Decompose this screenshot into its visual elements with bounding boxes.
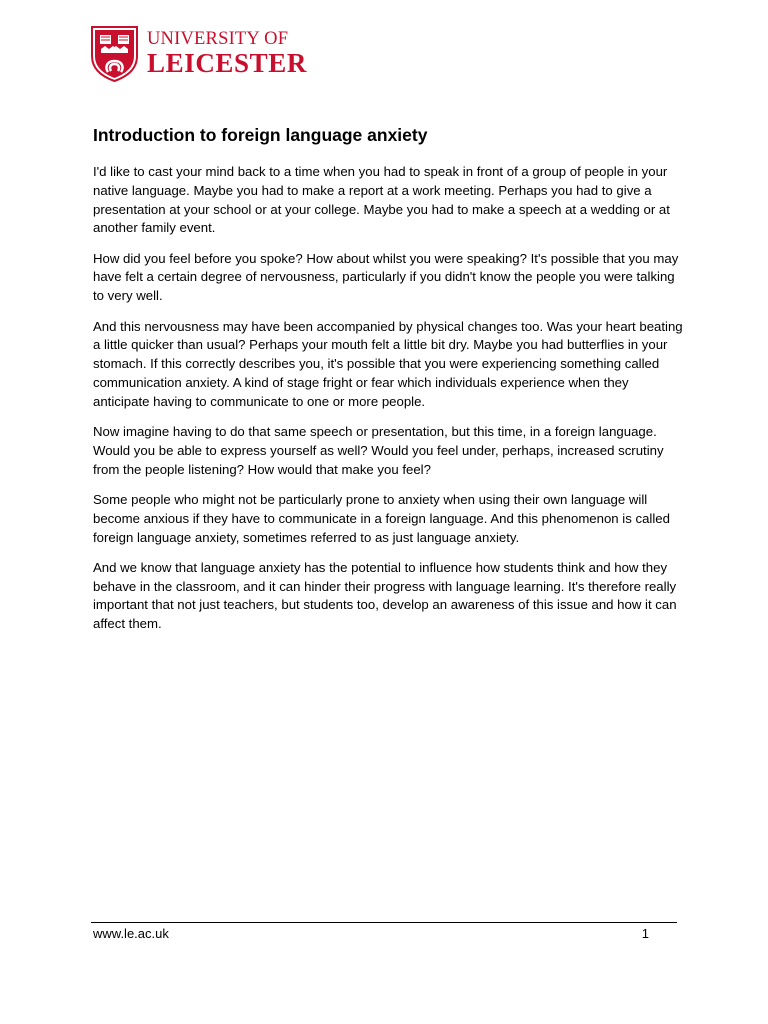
paragraph: I'd like to cast your mind back to a time when you had to speak in front of a group of people in your native language. Maybe you had to make a report at a work meeting. Perhaps you had to give a presentation at your school or at your college. Maybe you had to make a speech at a wedding or at another family event.	[93, 164, 670, 236]
paragraph: And this nervousness may have been accompanied by physical changes too. Was your heart beating a little quicker than usual? Perhaps your mouth felt a little bit dry. Maybe you had butterflies in your stomach. If this correctly describes you, it's possible that you were experiencing something called communication anxiety. A kind of stage fright or fear which individuals experience when they anticipate having to communicate to one or more people.	[93, 318, 683, 409]
footer-divider	[91, 922, 677, 923]
logo-university-of: UNIVERSITY OF	[147, 29, 289, 49]
university-crest-icon	[91, 26, 138, 82]
paragraph: How did you feel before you spoke? How about whilst you were speaking? It's possible that you may have felt a certain degree of nervousness, particularly if you didn't know the people you were talking to very well.	[93, 250, 679, 304]
document-title: Introduction to foreign language anxiety	[93, 125, 428, 145]
logo-leicester: LEICESTER	[147, 47, 307, 78]
paragraph: Some people who might not be particularly prone to anxiety when using their own language will become anxious if they have to communicate in a foreign language. And this phenomenon is called foreign language anxiety, sometimes referred to as just language anxiety.	[93, 491, 670, 545]
university-logo	[91, 26, 311, 82]
university-wordmark	[147, 30, 307, 77]
document-body	[93, 124, 683, 646]
page-number: 1	[641, 926, 649, 941]
paragraph: And we know that language anxiety has the potential to influence how students think and how they behave in the classroom, and it can hinder their progress with language learning. It's therefore really important that not just teachers, but students too, develop an awareness of this issue and how it can affect them.	[93, 559, 677, 632]
footer-url: www.le.ac.uk	[93, 926, 169, 941]
paragraph: Now imagine having to do that same speech or presentation, but this time, in a foreign language. Would you be able to express yourself as well? Would you feel under, perhaps, increased scrutiny from the people listening? How would that make you feel?	[93, 424, 664, 477]
